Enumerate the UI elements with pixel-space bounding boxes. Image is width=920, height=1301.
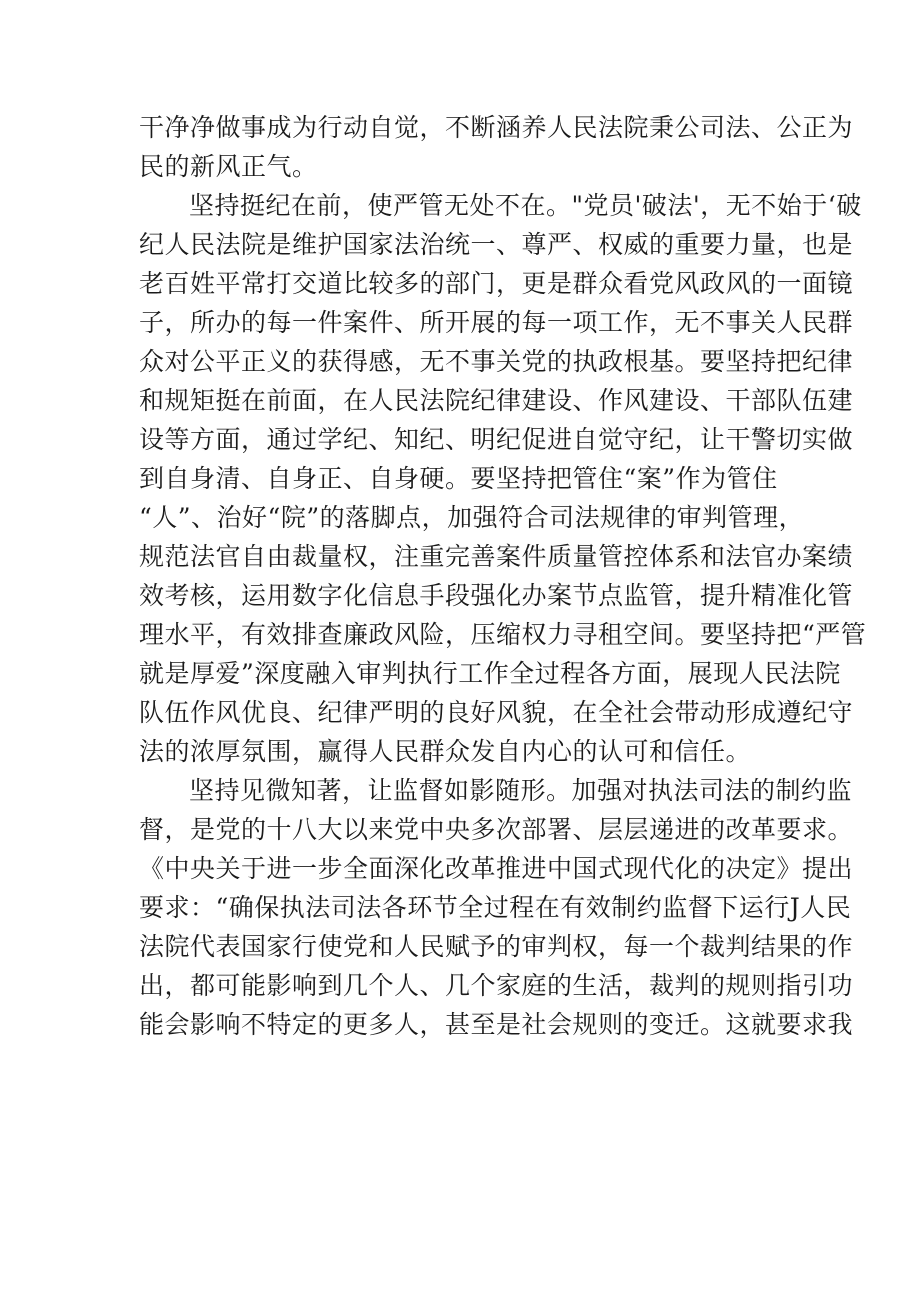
text-line: 法院代表国家行使党和人民赋予的审判权，每一个裁判结果的作 (139, 932, 854, 961)
text-line: 效考核，运用数字化信息手段强化办案节点监管，提升精准化管 (139, 581, 854, 610)
text-line: 能会影响不特定的更多人，甚至是社会规则的变迁。这就要求我 (139, 1010, 854, 1039)
text-line: 众对公平正义的获得感，无不事关党的执政根基。要坚持把纪律 (139, 347, 854, 376)
text-line: 民的新风正气。 (139, 152, 318, 181)
text-line: 理水平，有效排查廉政风险，压缩权力寻租空间。要坚持把“严管 (139, 620, 867, 649)
text-line: 队伍作风优良、纪律严明的良好风貌，在全社会带动形成遵纪守 (139, 698, 854, 727)
text-line: 就是厚爱”深度融入审判执行工作全过程各方面，展现人民法院 (139, 659, 841, 688)
text-line: 子，所办的每一件案件、所开展的每一项工作，无不事关人民群 (139, 308, 854, 337)
text-line: 设等方面，通过学纪、知纪、明纪促进自觉守纪，让干警切实做 (139, 425, 854, 454)
paragraph-start-line: 坚持挺纪在前，使严管无处不在。"党员'破法'，无不始于‘破 (189, 191, 862, 220)
text-line: 要求：“确保执法司法各环节全过程在有效制约监督下运行J人民 (139, 893, 852, 922)
body-text (139, 108, 867, 1044)
text-line: 老百姓平常打交道比较多的部门，更是群众看党风政风的一面镜 (139, 269, 854, 298)
text-line: 规范法官自由裁量权，注重完善案件质量管控体系和法官办案绩 (139, 542, 854, 571)
text-line: 和规矩挺在前面，在人民法院纪律建设、作风建设、干部队伍建 (139, 386, 854, 415)
paragraph-start-line: 坚持见微知著，让监督如影随形。加强对执法司法的制约监 (189, 776, 853, 805)
text-line: “人”、治好“院”的落脚点，加强符合司法规律的审判管理， (139, 503, 805, 532)
text-line: 出，都可能影响到几个人、几个家庭的生活，裁判的规则指引功 (139, 971, 854, 1000)
text-line: 督，是党的十八大以来党中央多次部署、层层递进的改革要求。 (139, 815, 854, 844)
text-line: 到自身清、自身正、自身硬。要坚持把管住“案”作为管住 (139, 464, 778, 493)
text-line: 干净净做事成为行动自觉，不断涵养人民法院秉公司法、公正为 (139, 113, 854, 142)
text-line: 纪人民法院是维护国家法治统一、尊严、权威的重要力量，也是 (139, 230, 854, 259)
text-line: 法的浓厚氛围，赢得人民群众发自内心的认可和信任。 (139, 737, 752, 766)
text-line: 《中央关于进一步全面深化改革推进中国式现代化的决定》提出 (139, 854, 854, 883)
